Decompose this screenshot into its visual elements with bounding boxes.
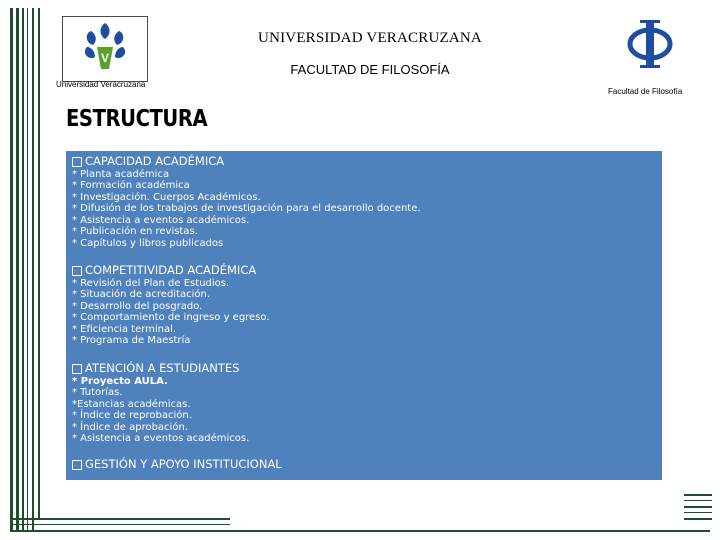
list-item: * Asistencia a eventos académicos. <box>72 214 250 226</box>
university-title: UNIVERSIDAD VERACRUZANA <box>258 30 482 46</box>
section-heading: ATENCIÓN A ESTUDIANTES <box>85 361 240 375</box>
list-item: * Proyecto AULA. <box>72 375 168 387</box>
checkbox-bullet-icon <box>72 460 82 470</box>
list-item: * Investigación. Cuerpos Académicos. <box>72 191 261 203</box>
section-competitividad <box>72 265 270 347</box>
list-item: * Programa de Maestría <box>72 335 191 346</box>
list-item: *Estancias académicas. <box>72 398 191 410</box>
phi-logo-icon <box>622 16 678 72</box>
page-title: ESTRUCTURA <box>66 106 208 132</box>
section-heading: GESTIÓN Y APOYO INSTITUCIONAL <box>85 457 282 471</box>
checkbox-bullet-icon <box>72 157 82 167</box>
section-heading: CAPACIDAD ACADÉMICA <box>85 154 225 168</box>
section-atencion <box>72 363 249 445</box>
list-item: * Planta académica <box>72 168 170 180</box>
list-item: * Desarrollo del posgrado. <box>72 300 203 312</box>
list-item: * Índice de aprobación. <box>72 421 188 433</box>
section-heading: COMPETITIVIDAD ACADÉMICA <box>85 263 257 277</box>
list-item: * Situación de acreditación. <box>72 289 211 300</box>
list-item: * Difusión de los trabajos de investigación para el desarrollo docente. <box>72 203 421 214</box>
list-item: * Comportamiento de ingreso y egreso. <box>72 312 270 323</box>
section-gestion <box>72 459 282 472</box>
list-item: * Tutorías. <box>72 387 123 398</box>
list-item: * Asistencia a eventos académicos. <box>72 433 250 444</box>
list-item: * Eficiencia terminal. <box>72 323 177 335</box>
list-item: * Índice de reprobación. <box>72 410 192 421</box>
section-capacidad <box>72 156 421 249</box>
phi-logo-caption: Facultad de Filosofía <box>608 87 683 96</box>
svg-text:V: V <box>100 51 110 65</box>
list-item: * Revisión del Plan de Estudios. <box>72 277 230 289</box>
checkbox-bullet-icon <box>72 266 82 276</box>
list-item: * Formación académica <box>72 180 190 191</box>
uv-logo-caption: Universidad Veracruzana <box>56 80 146 89</box>
checkbox-bullet-icon <box>72 364 82 374</box>
faculty-title: FACULTAD DE FILOSOFÍA <box>290 62 450 77</box>
list-item: * Publicación en revistas. <box>72 226 198 237</box>
list-item: * Capítulos y libros publicados <box>72 237 224 249</box>
